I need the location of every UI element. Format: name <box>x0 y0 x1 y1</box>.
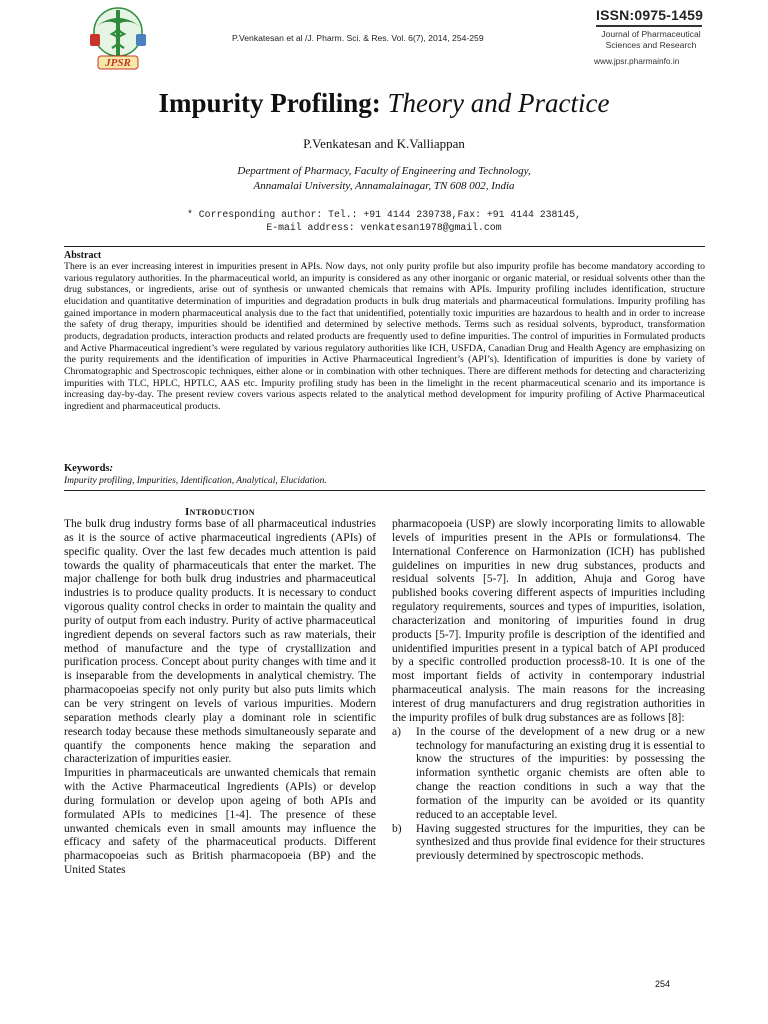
journal-name <box>598 29 704 51</box>
caduceus-logo-icon <box>82 4 154 72</box>
contact-line1: * Corresponding author: Tel.: +91 4144 239738,Fax: +91 4144 238145, <box>187 209 581 220</box>
introduction-heading: Introduction <box>185 506 255 518</box>
affiliation <box>0 164 768 193</box>
keywords-bottom-rule <box>64 490 705 491</box>
corresponding-author <box>0 208 768 234</box>
paper-title <box>0 88 768 119</box>
paragraph: The bulk drug industry forms base of all pharmaceutical industries as it is the source of active pharmaceutical ingredients (APIs) of specific quality. Over the last few decades much attention is paid towards the quality of pharmaceuticals that enter the market. The major challenge for both bulk drug industries and pharmaceutical industries is to produce quality products. It is necessary to conduct vigorous quality control checks in order to maintain the quality and purity of output from each industry. Purity of active pharmaceutical ingredient depends on several factors such as raw materials, their method of manufacture and the type of crystallization and purification process. Concept about purity changes with time and it is inseparable from the developments in analytical chemistry. The pharmacopoeias specify not only purity but also puts limits which can be very stringent on levels of various impurities. Modern separation methods clearly play a dominant role in scientific research today because these methods simultaneously separate and quantify the components hence making the separation and characterization of impurities easier. <box>64 518 376 766</box>
keywords-text: Impurity profiling, Impurities, Identification, Analytical, Elucidation. <box>64 476 327 486</box>
paper-title-subtitle: Theory and Practice <box>387 88 610 118</box>
list-marker: a) <box>392 725 401 738</box>
journal-logo <box>82 4 154 72</box>
abstract-top-rule <box>64 246 705 247</box>
logo-text: JPSR <box>105 57 131 69</box>
list-item <box>392 726 705 823</box>
journal-name-line2: Sciences and Research <box>605 40 697 50</box>
right-column <box>392 518 705 864</box>
keywords-label: Keywords <box>64 463 110 474</box>
journal-website-link[interactable]: www.jpsr.pharmainfo.in <box>594 56 680 66</box>
issn-label: ISSN:0975-1459 <box>596 7 704 23</box>
affiliation-line1: Department of Pharmacy, Faculty of Engineering and Technology, <box>237 165 531 177</box>
left-column <box>64 518 376 878</box>
authors: P.Venkatesan and K.Valliappan <box>303 136 465 151</box>
paragraph: pharmacopoeia (USP) are slowly incorporating limits to allowable levels of impurities present in the APIs or formulations4. The International Conference on Harmonization (ICH) has published guidelines on impurities in new drug substances, products and residual solvents [5-7]. In addition, Ahuja and Gorog have published books covering different aspects of impurities including regulatory requirements, sources and types of impurities, isolation, characterization and monitoring of impurities found in drug products [5-7]. Impurity profile is description of the identified and unidentified impurities present in a typical batch of API produced by a specific controlled production process8-10. It is one of the most important fields of activity in contemporary industrial pharmaceutical analysis. The main reasons for the increasing interest of drug manufacturers and drug registration authorities in the impurity profiles of bulk drug substances are as follows [8]: <box>392 518 705 724</box>
paragraph: Impurities in pharmaceuticals are unwanted chemicals that remain with the Active Pharmaceutical Ingredients (APIs) or develop during formulation or develop upon ageing of both APIs and formulated APIs to medicines [1-4]. The presence of these unwanted chemicals even in small amounts may influence the efficacy and safety of the pharmaceutical products. Different pharmacopoeias such as British pharmacopoeia (BP) and the United States <box>64 767 376 877</box>
list-item <box>392 823 705 865</box>
abstract-text: There is an ever increasing interest in impurities present in APIs. Now days, not only purity profile but also impurity profile has become mandatory according to various regulatory authorities. In the pharmaceutical world, an impurity is considered as any other inorganic or organic material, or residual solvents other than the drug substances, or ingredients, arise out of synthesis or unwanted chemicals that remains with APIs. Impurity profiling includes identification, structure elucidation and quantitative determination of impurities and degradation products in bulk drug materials and pharmaceutical formulations. Impurity profiling has gained importance in modern pharmaceutical analysis due to the fact that unidentified, potentially toxic impurities are hazardous to health and in order to increase the safety of drug therapy, impurities should be identified and determined by selective methods. Terms such as residual solvents, byproduct, transformation products, degradation products, interaction products and related products are frequently used to define impurities. The control of impurities in Formulated products and Active Pharmaceutical ingredient’s were regulated by various regulatory authorities like ICH, USFDA, Canadian Drug and Health Agency are emphasizing on the purity requirements and the identification of impurities in Active Pharmaceutical Ingredient’s (API’s). Identification of impurities is done by variety of Chromatographic and Spectroscopic techniques, either alone or in combination with other techniques. There are different methods for detecting and characterizing impurities with TLC, HPLC, HPTLC, AAS etc. Impurity profiling study has been in the limelight in the recent pharmaceutical scenario and its importance is increasing day-by-day. The present review covers various aspects related to the analytical method development for impurity profiling of Active Pharmaceutical ingredient and pharmaceutical products. <box>64 261 705 412</box>
page-number: 254 <box>655 979 671 989</box>
issn-divider <box>596 25 702 27</box>
list-item-text: Having suggested structures for the impurities, they can be synthesized and thus provide final evidence for their structures previously determined by spectroscopic methods. <box>416 822 705 863</box>
paper-title-main: Impurity Profiling: <box>158 88 381 118</box>
journal-name-line1: Journal of Pharmaceutical <box>601 29 701 39</box>
keywords-colon: : <box>109 463 113 474</box>
list-marker: b) <box>392 822 402 835</box>
contact-email[interactable]: E-mail address: venkatesan1978@gmail.com <box>266 222 502 233</box>
keywords-heading <box>64 463 113 474</box>
affiliation-line2: Annamalai University, Annamalainagar, TN 608 002, India <box>253 179 515 192</box>
list-item-text: In the course of the development of a new drug or a new technology for manufacturing an existing drug it is essential to know the structures of the impurities: by possessing the information synthetic organic chemists are often able to change the reaction conditions in such a way that the formation of the impurity can be avoided or its quantity reduced to an acceptable level. <box>416 725 705 821</box>
running-citation: P.Venkatesan et al /J. Pharm. Sci. & Res. Vol. 6(7), 2014, 254-259 <box>232 33 484 43</box>
abstract-heading: Abstract <box>64 250 102 261</box>
